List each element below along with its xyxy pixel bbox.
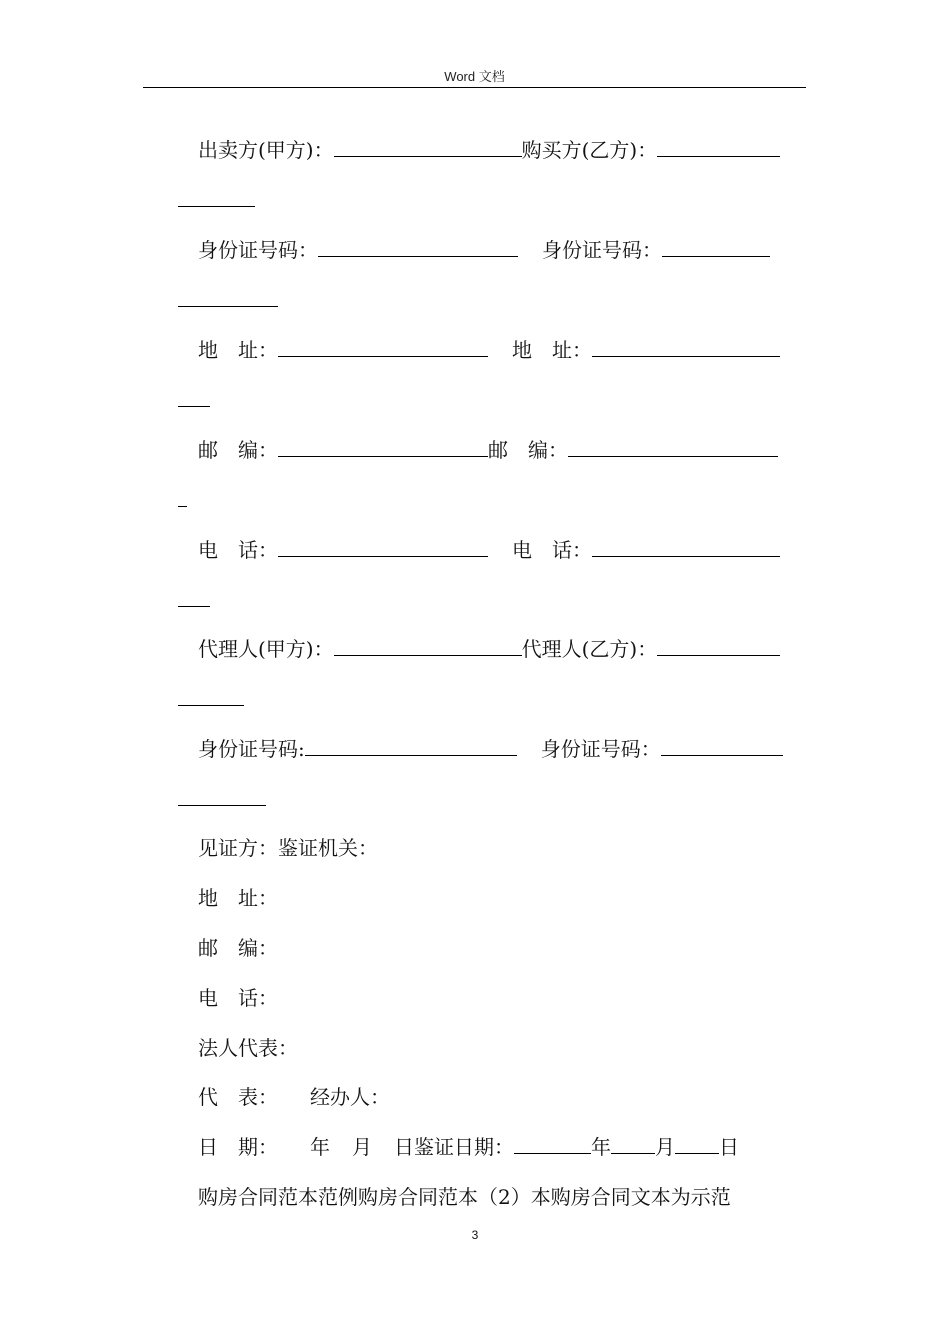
buyer-telephone-blank bbox=[592, 536, 780, 557]
representative-line bbox=[198, 1083, 390, 1111]
seller-telephone-blank bbox=[278, 536, 488, 557]
verification-month-blank bbox=[611, 1133, 655, 1154]
header-rule bbox=[143, 87, 806, 88]
continuation-blank bbox=[178, 785, 266, 806]
date-label: 日 期： bbox=[198, 1135, 278, 1159]
buyer-blank-continuation bbox=[178, 186, 255, 214]
seller-id-blank bbox=[318, 236, 518, 257]
date-line bbox=[198, 1133, 739, 1161]
continuation-blank bbox=[178, 486, 187, 507]
representative-label: 代 表： bbox=[198, 1085, 278, 1109]
seller-agent-id-blank bbox=[305, 735, 517, 756]
seller-buyer-line bbox=[198, 136, 780, 164]
seller-label: 出卖方(甲方)： bbox=[198, 138, 334, 162]
continuation-blank bbox=[178, 386, 210, 407]
seller-address-blank bbox=[278, 336, 488, 357]
buyer-blank bbox=[657, 136, 780, 157]
continuation-blank bbox=[178, 685, 244, 706]
agent-id-blank-continuation bbox=[178, 785, 266, 813]
seller-agent-id-label: 身份证号码: bbox=[198, 737, 305, 761]
verification-month-label: 月 bbox=[655, 1135, 675, 1159]
verification-year-blank bbox=[514, 1133, 591, 1154]
witness-address-line: 地 址： bbox=[198, 886, 278, 910]
seller-postcode-label: 邮 编： bbox=[198, 438, 278, 462]
seller-postcode-blank bbox=[278, 436, 488, 457]
agent-blank-continuation bbox=[178, 685, 244, 713]
postcode-blank-continuation bbox=[178, 486, 187, 514]
address-line bbox=[198, 336, 780, 364]
seller-telephone-label: 电 话： bbox=[198, 538, 278, 562]
buyer-postcode-label: 邮 编： bbox=[488, 438, 568, 462]
buyer-address-blank bbox=[592, 336, 780, 357]
legal-representative-line: 法人代表： bbox=[198, 1036, 298, 1060]
page-number: 3 bbox=[471, 1228, 479, 1242]
buyer-telephone-label: 电 话： bbox=[512, 538, 592, 562]
verification-date-label: 日鉴证日期： bbox=[394, 1135, 514, 1159]
address-blank-continuation bbox=[178, 386, 210, 414]
buyer-label: 购买方(乙方)： bbox=[521, 138, 658, 162]
continuation-blank bbox=[178, 286, 278, 307]
agent-id-line bbox=[198, 735, 783, 763]
buyer-agent-blank bbox=[657, 635, 780, 656]
seller-blank bbox=[334, 136, 522, 157]
witness-telephone-line: 电 话： bbox=[198, 986, 278, 1010]
verification-day-blank bbox=[675, 1133, 719, 1154]
date-month-label: 月 bbox=[352, 1135, 372, 1159]
seller-agent-label: 代理人(甲方)： bbox=[198, 637, 334, 661]
buyer-agent-id-blank bbox=[661, 735, 783, 756]
buyer-id-label: 身份证号码： bbox=[542, 238, 662, 262]
postcode-line bbox=[198, 436, 778, 464]
verification-year-label: 年 bbox=[591, 1135, 611, 1159]
seller-agent-blank bbox=[334, 635, 522, 656]
buyer-agent-id-label: 身份证号码： bbox=[540, 737, 661, 761]
seller-id-label: 身份证号码： bbox=[198, 238, 318, 262]
handler-label: 经办人： bbox=[310, 1085, 390, 1109]
seller-address-label: 地 址： bbox=[198, 338, 278, 362]
witness-line: 见证方：鉴证机关： bbox=[198, 836, 378, 860]
buyer-agent-label: 代理人(乙方)： bbox=[521, 637, 658, 661]
witness-postcode-line: 邮 编： bbox=[198, 936, 278, 960]
id-number-line bbox=[198, 236, 770, 264]
agent-line bbox=[198, 635, 780, 663]
date-year-label: 年 bbox=[310, 1135, 330, 1159]
id-blank-continuation bbox=[178, 286, 278, 314]
continuation-blank bbox=[178, 586, 210, 607]
verification-day-label: 日 bbox=[719, 1135, 739, 1159]
page-header: Word 文档 bbox=[444, 69, 505, 84]
buyer-id-blank bbox=[662, 236, 770, 257]
telephone-blank-continuation bbox=[178, 586, 210, 614]
telephone-line bbox=[198, 536, 780, 564]
continuation-blank bbox=[178, 186, 255, 207]
buyer-postcode-blank bbox=[568, 436, 778, 457]
body-text-line: 购房合同范本范例购房合同范本（2）本购房合同文本为示范 bbox=[198, 1185, 731, 1209]
buyer-address-label: 地 址： bbox=[512, 338, 592, 362]
